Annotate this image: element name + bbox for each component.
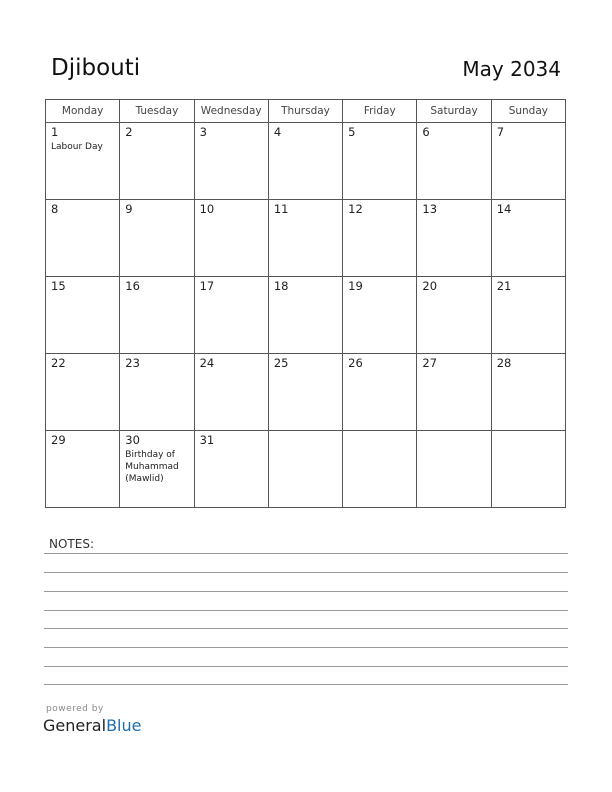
day-cell bbox=[417, 431, 491, 508]
country-title: Djibouti bbox=[51, 55, 141, 81]
day-number: 1 bbox=[51, 125, 59, 139]
day-cell bbox=[120, 354, 194, 431]
weekday-header-row bbox=[46, 100, 566, 123]
day-cell bbox=[491, 123, 565, 200]
day-number: 18 bbox=[273, 279, 289, 293]
day-number: 30 bbox=[125, 433, 140, 447]
day-cell bbox=[120, 431, 194, 508]
week-row bbox=[46, 431, 566, 508]
day-cell bbox=[343, 431, 417, 508]
day-cell bbox=[194, 354, 268, 431]
day-cell bbox=[268, 431, 342, 508]
day-number: 4 bbox=[273, 125, 282, 139]
day-cell bbox=[46, 277, 120, 354]
day-number bbox=[269, 431, 342, 434]
day-number: 12 bbox=[348, 202, 363, 216]
weekday-thursday: Thursday bbox=[268, 100, 342, 123]
day-cell bbox=[417, 123, 491, 200]
day-cell bbox=[491, 431, 565, 508]
note-line bbox=[44, 553, 568, 554]
holiday-label: Labour Day bbox=[51, 142, 103, 152]
week-row bbox=[46, 277, 566, 354]
day-number: 16 bbox=[125, 279, 140, 293]
day-number: 5 bbox=[348, 125, 356, 139]
day-cell bbox=[46, 123, 120, 200]
day-number: 31 bbox=[199, 433, 215, 447]
day-cell bbox=[268, 354, 342, 431]
day-cell bbox=[46, 200, 120, 277]
day-number: 28 bbox=[496, 356, 512, 370]
day-number: 26 bbox=[348, 356, 363, 370]
day-number: 29 bbox=[51, 433, 66, 447]
day-number: 23 bbox=[125, 356, 140, 370]
day-cell bbox=[46, 354, 120, 431]
day-number bbox=[492, 431, 565, 434]
note-line bbox=[44, 610, 568, 611]
day-number bbox=[343, 431, 416, 434]
day-cell bbox=[194, 123, 268, 200]
day-number: 17 bbox=[199, 279, 215, 293]
day-number: 8 bbox=[51, 202, 59, 216]
day-number: 21 bbox=[496, 279, 512, 293]
day-cell bbox=[268, 200, 342, 277]
powered-by-text: powered by bbox=[46, 704, 104, 714]
day-number: 6 bbox=[422, 125, 430, 139]
week-row bbox=[46, 123, 566, 200]
weekday-tuesday: Tuesday bbox=[120, 100, 194, 123]
note-line bbox=[44, 591, 568, 592]
day-cell bbox=[194, 200, 268, 277]
brand-blue: Blue bbox=[106, 716, 142, 735]
weekday-friday: Friday bbox=[343, 100, 417, 123]
weekday-saturday: Saturday bbox=[417, 100, 491, 123]
day-cell bbox=[120, 123, 194, 200]
note-line bbox=[44, 628, 568, 629]
day-number: 22 bbox=[51, 356, 66, 370]
day-number: 13 bbox=[422, 202, 438, 216]
day-cell bbox=[194, 277, 268, 354]
day-cell bbox=[46, 431, 120, 508]
day-number: 27 bbox=[422, 356, 438, 370]
day-number: 11 bbox=[273, 202, 289, 216]
day-cell bbox=[343, 123, 417, 200]
day-number: 9 bbox=[125, 202, 133, 216]
day-number: 20 bbox=[422, 279, 438, 293]
day-number: 25 bbox=[273, 356, 289, 370]
week-row bbox=[46, 200, 566, 277]
note-line bbox=[44, 572, 568, 573]
weekday-monday: Monday bbox=[46, 100, 120, 123]
day-number: 7 bbox=[496, 125, 505, 139]
note-line bbox=[44, 666, 568, 667]
day-cell bbox=[417, 200, 491, 277]
day-cell bbox=[491, 200, 565, 277]
generalblue-logo bbox=[43, 716, 141, 735]
day-cell bbox=[268, 277, 342, 354]
month-year-title: May 2034 bbox=[462, 57, 561, 81]
weekday-wednesday: Wednesday bbox=[194, 100, 268, 123]
day-number: 10 bbox=[199, 202, 215, 216]
brand-general: General bbox=[43, 716, 107, 735]
day-number bbox=[417, 431, 490, 434]
day-cell bbox=[417, 354, 491, 431]
day-number: 2 bbox=[125, 125, 133, 139]
calendar-grid bbox=[45, 99, 566, 508]
notes-label: NOTES: bbox=[49, 537, 94, 551]
note-line bbox=[44, 647, 568, 648]
note-line bbox=[44, 684, 568, 685]
day-cell bbox=[268, 123, 342, 200]
day-cell bbox=[343, 200, 417, 277]
day-cell bbox=[417, 277, 491, 354]
weekday-sunday: Sunday bbox=[491, 100, 565, 123]
day-number: 24 bbox=[199, 356, 215, 370]
day-cell bbox=[491, 354, 565, 431]
holiday-label: Birthday of Muhammad (Mawlid) bbox=[125, 450, 179, 484]
day-cell bbox=[120, 200, 194, 277]
day-number: 15 bbox=[51, 279, 66, 293]
day-cell bbox=[120, 277, 194, 354]
week-row bbox=[46, 354, 566, 431]
day-cell bbox=[343, 354, 417, 431]
day-cell bbox=[194, 431, 268, 508]
day-cell bbox=[343, 277, 417, 354]
day-number: 14 bbox=[496, 202, 512, 216]
day-cell bbox=[491, 277, 565, 354]
day-number: 3 bbox=[199, 125, 207, 139]
day-number: 19 bbox=[348, 279, 363, 293]
